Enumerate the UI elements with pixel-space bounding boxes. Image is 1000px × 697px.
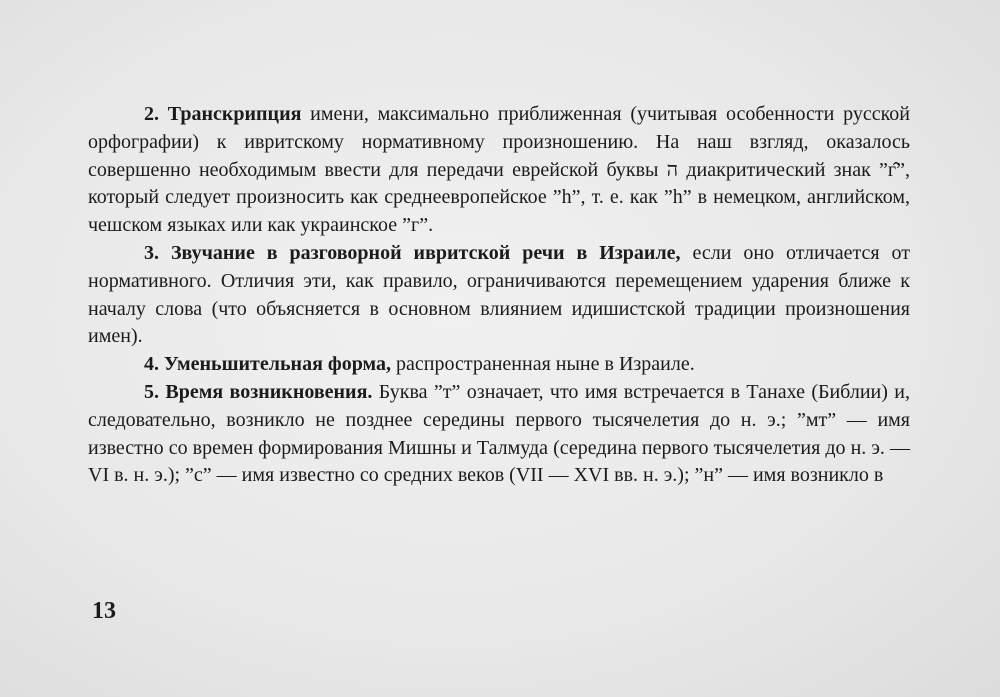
page-number: 13	[92, 598, 116, 624]
paragraph-text: распространенная ныне в Израиле.	[391, 353, 695, 376]
paragraph-text: если оно отличается от нормативного. Отличия эти, как правило, ограничиваются перемещением ударения ближе к началу слова (что объясняется в основном влиянием идишистской традиции произношения имен).	[88, 241, 910, 348]
paragraph-text: имени, максимально приближенная (учитывая особенности русской орфографии) к ивритскому нормативному произношению. На наш взгляд, оказалось совершенно необходимым ввести для передачи еврейской буквы ה диакритический знак ”г̂”, который следует произносить как среднеевропейское ”h”, т. е. как ”h” в немецком, английском, чешском языках или как украинское ”г”.	[88, 103, 910, 237]
paragraph-text: Буква ”т” означает, что имя встречается в Танахе (Библии) и, следовательно, возникло не позднее середины первого тысячелетия до н. э.; ”мт” — имя известно со времен формирования Мишны и Талмуда (середина первого тысячелетия до н. э. — VI в. н. э.); ”с” — имя известно со средних веков (VII — XVI вв. н. э.); ”н” — имя возникло в	[88, 380, 910, 487]
paragraph-lead: 2. Транскрипция	[144, 103, 302, 125]
paragraph-lead: 4. Уменьшительная форма,	[144, 353, 392, 376]
paragraph-transcription	[88, 101, 910, 240]
paragraph-spoken-pronunciation	[88, 240, 910, 351]
paragraph-time-of-origin	[88, 379, 910, 490]
body-text	[88, 101, 910, 490]
paragraph-diminutive-form	[88, 351, 910, 379]
paragraph-lead: 3. Звучание в разговорной ивритской речи в Израиле,	[144, 241, 681, 264]
paragraph-lead: 5. Время возникновения.	[144, 380, 373, 403]
